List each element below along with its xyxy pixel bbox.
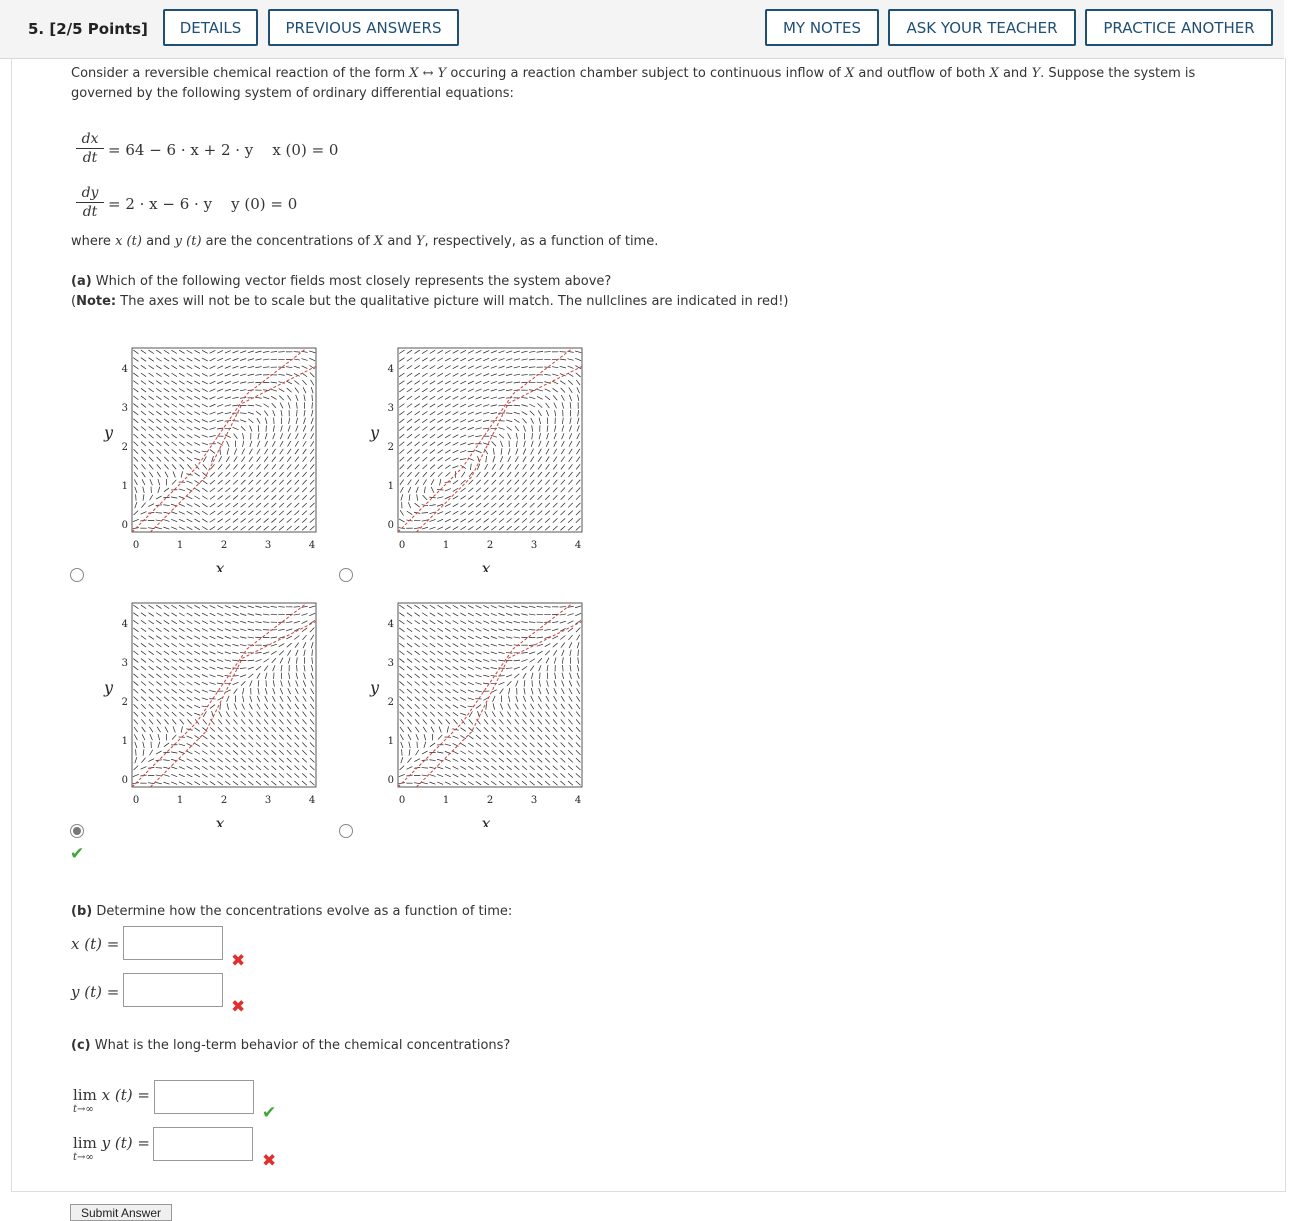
details-button[interactable]: DETAILS — [163, 9, 258, 46]
lim-x-label: lim x (t) = t→∞ — [73, 1086, 150, 1104]
dydt-fraction: dy dt — [76, 185, 104, 220]
y-tick-label: 2 — [388, 442, 394, 453]
dxdt-fraction: dx dt — [76, 131, 104, 166]
submit-answer-button[interactable]: Submit Answer — [70, 1204, 172, 1221]
lim-x-input[interactable] — [154, 1080, 254, 1114]
y-tick-label: 4 — [122, 619, 128, 630]
x-axis-label: x — [481, 814, 490, 827]
x-tick-label: 3 — [265, 795, 271, 806]
y-tick-label: 0 — [388, 775, 394, 786]
lim-y-incorrect-icon: ✖ — [262, 1151, 276, 1171]
y-tick-label: 3 — [388, 403, 394, 414]
lim-y-input[interactable] — [153, 1127, 253, 1161]
y-tick-label: 1 — [388, 736, 394, 747]
y-t-input[interactable] — [123, 973, 223, 1007]
y-axis-label: y — [369, 678, 380, 697]
vector-field-option-1 — [96, 342, 326, 576]
previous-answers-button[interactable]: PREVIOUS ANSWERS — [268, 9, 459, 46]
plot-frame — [398, 348, 582, 532]
x-tick-label: 3 — [531, 795, 537, 806]
part-c-question: (c) What is the long-term behavior of the chemical concentrations? — [71, 1036, 510, 1056]
y-tick-label: 1 — [122, 481, 128, 492]
part-a-note: (Note: The axes will not be to scale but the qualitative picture will match. The nullclines are indicated in red!) — [71, 292, 789, 312]
x-tick-label: 4 — [309, 795, 315, 806]
vector-field-option-4 — [362, 597, 592, 831]
y-tick-label: 4 — [388, 364, 394, 375]
x-t-label: x (t) = — [71, 935, 119, 953]
x-tick-label: 0 — [399, 540, 405, 551]
equation-2: = 2 · x − 6 · y y (0) = 0 — [108, 195, 297, 213]
equation-1: = 64 − 6 · x + 2 · y x (0) = 0 — [108, 141, 338, 159]
x-axis-label: x — [215, 814, 224, 827]
my-notes-button[interactable]: MY NOTES — [765, 9, 879, 46]
x-tick-label: 4 — [575, 540, 581, 551]
where-line: where x (t) and y (t) are the concentrations of X and Y, respectively, as a function of time. — [71, 232, 658, 252]
lim-x-correct-icon: ✔ — [262, 1103, 276, 1123]
y-tick-label: 4 — [122, 364, 128, 375]
x-tick-label: 3 — [531, 540, 537, 551]
y-t-label: y (t) = — [71, 983, 119, 1001]
y-tick-label: 3 — [388, 658, 394, 669]
ask-your-teacher-button[interactable]: ASK YOUR TEACHER — [888, 9, 1076, 46]
option-3-radio[interactable] — [70, 824, 84, 838]
practice-another-button[interactable]: PRACTICE ANOTHER — [1085, 9, 1273, 46]
x-tick-label: 3 — [265, 540, 271, 551]
option-correct-check-icon: ✔ — [70, 844, 84, 864]
vector-field-svg — [362, 342, 592, 572]
y-t-incorrect-icon: ✖ — [231, 997, 245, 1017]
lim-y-label: lim y (t) = t→∞ — [73, 1134, 150, 1152]
y-tick-label: 2 — [122, 697, 128, 708]
x-tick-label: 1 — [177, 795, 183, 806]
field-arrow — [136, 494, 137, 500]
part-a-question: (a) Which of the following vector fields most closely represents the system above? — [71, 272, 611, 292]
option-4-radio[interactable] — [339, 824, 353, 838]
x-axis-label: x — [215, 559, 224, 572]
y-tick-label: 0 — [122, 520, 128, 531]
x-t-incorrect-icon: ✖ — [231, 951, 245, 971]
vector-field-svg — [96, 342, 326, 572]
x-tick-label: 1 — [177, 540, 183, 551]
x-tick-label: 1 — [443, 540, 449, 551]
option-1-radio[interactable] — [70, 568, 84, 582]
option-2-radio[interactable] — [339, 568, 353, 582]
vector-field-option-3 — [96, 597, 326, 831]
field-arrow — [402, 749, 403, 755]
x-tick-label: 2 — [221, 795, 227, 806]
y-tick-label: 3 — [122, 403, 128, 414]
question-number: 5. [2/5 Points] — [28, 20, 148, 38]
part-b-question: (b) Determine how the concentrations evolve as a function of time: — [71, 902, 512, 922]
x-tick-label: 0 — [399, 795, 405, 806]
y-tick-label: 0 — [122, 775, 128, 786]
x-tick-label: 0 — [133, 795, 139, 806]
vector-field-svg — [96, 597, 326, 827]
y-tick-label: 1 — [122, 736, 128, 747]
x-tick-label: 2 — [487, 540, 493, 551]
y-tick-label: 1 — [388, 481, 394, 492]
x-t-input[interactable] — [123, 926, 223, 960]
y-axis-label: y — [369, 423, 380, 442]
y-tick-label: 2 — [122, 442, 128, 453]
y-tick-label: 2 — [388, 697, 394, 708]
y-tick-label: 3 — [122, 658, 128, 669]
x-tick-label: 2 — [221, 540, 227, 551]
intro-line-1: Consider a reversible chemical reaction of the form X ↔ Y occuring a reaction chamber subject to continuous inflow of X and outflow of both X and Y. Suppose the system is — [71, 64, 1251, 84]
question-header — [0, 0, 1284, 59]
field-arrow — [136, 749, 137, 755]
x-tick-label: 2 — [487, 795, 493, 806]
y-tick-label: 0 — [388, 520, 394, 531]
x-tick-label: 0 — [133, 540, 139, 551]
x-tick-label: 4 — [309, 540, 315, 551]
intro-line-2: governed by the following system of ordinary differential equations: — [71, 84, 514, 104]
x-tick-label: 1 — [443, 795, 449, 806]
vector-field-svg — [362, 597, 592, 827]
y-tick-label: 4 — [388, 619, 394, 630]
x-tick-label: 4 — [575, 795, 581, 806]
vector-field-option-2 — [362, 342, 592, 576]
y-axis-label: y — [103, 678, 114, 697]
x-axis-label: x — [481, 559, 490, 572]
y-axis-label: y — [103, 423, 114, 442]
